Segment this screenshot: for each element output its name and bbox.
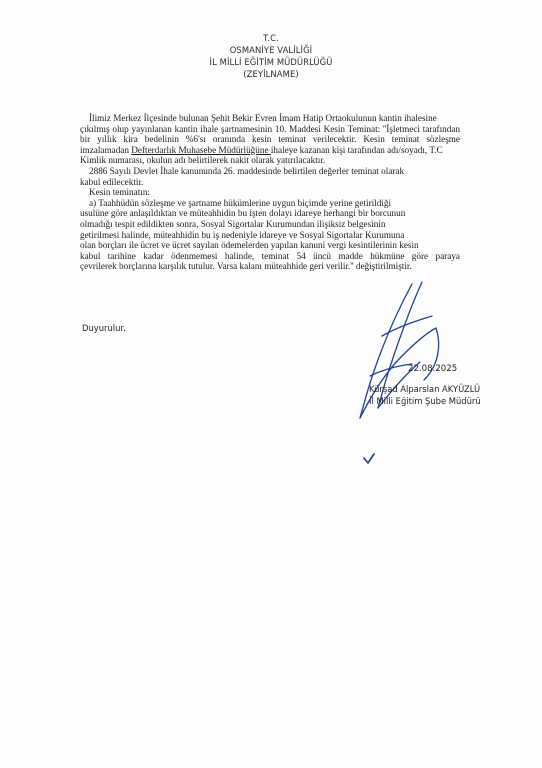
line-4-prefix: imzalamadan [80, 144, 132, 155]
paragraph-1-line-5: Kimlik numarası, okulun adı belirtilerek nakit olarak yatırılacaktır. [80, 155, 326, 166]
paragraph-3-line-4: getirilmesi halinde, müteahhidin bu iş nedeniyle idareye ve Sosyal Sigortalar Kurumuna [80, 229, 405, 240]
document-body [80, 113, 460, 272]
header-addendum: (ZEYİLNAME) [243, 69, 299, 79]
header-tc: T.C. [263, 33, 279, 43]
paragraph-1-line-1: İlimiz Merkez İlçesinde bulunan Şehit Bekir Evren İmam Hatip Ortaokulunun kantin ihalesine [89, 113, 437, 123]
paragraph-3-line-7: çevrilerek borçlarına karşılık tutulur. Varsa kalanı müteahhide geri verilir.'' değiştirilmiştir. [80, 261, 412, 272]
signatory-title: İl Milli Eğitim Şube Müdürü [369, 396, 481, 406]
paragraph-1-line-2: çıkılmış olup yayınlanan kantin ihale şartnamesinin 10. Maddesi Kesin Teminat: ''İşletmeci tarafından [80, 123, 460, 134]
paragraph-1-line-3: bir yıllık kira bedelinin %6'sı oranında kesin teminat verilecektir. Kesin teminat sözleşme [80, 134, 460, 145]
paragraph-3-line-3: olmadığı tespit edildikten sonra, Sosyal Sigortalar Kurumundan ilişiksiz belgesinin [80, 218, 386, 229]
line-4-suffix: ihaleye kazanan kişi tarafından adı/soyadı, T.C [270, 144, 443, 155]
check-mark-icon [362, 452, 376, 466]
paragraph-3-line-2: usulüne göre anlaşıldıktan ve müteahhidin bu işten dolayı idareye herhangi bir borcunun [80, 208, 406, 219]
paragraph-3-title: Kesin teminatın: [89, 187, 150, 198]
paragraph-1-line-4 [80, 145, 460, 156]
signature-date: 22.08.2025 [408, 364, 458, 374]
header-directorate: İL MİLLİ EĞİTİM MÜDÜRLÜĞÜ [209, 57, 333, 67]
paragraph-2-line-1: 2886 Sayılı Devlet İhale kanununda 26. maddesinde belirtilen değerler teminat olarak [89, 165, 405, 176]
signatory-name: Kürşad Alparslan AKYÜZLÜ [369, 384, 481, 394]
paragraph-3-line-6: kabul tarihine kadar ödenmemesi halinde, teminat 54 üncü madde hükmüne göre paraya [80, 250, 460, 261]
paragraph-3-line-5: olan borçları ile ücret ve ücret sayılan ödemelerden yapılan kanuni vergi kesintilerinin kesin [80, 240, 419, 251]
header-governorship: OSMANİYE VALİLİĞİ [229, 45, 313, 55]
underlined-office-name: Defterdarlık Muhasebe Müdürlüğüne [131, 144, 271, 155]
paragraph-3-line-1: a) Taahhüdün sözleşme ve şartname hükümlerine uygun biçimde yerine getirildiği [89, 197, 392, 208]
closing-text: Duyurulur. [82, 323, 126, 333]
paragraph-2-line-2: kabul edilecektir. [80, 176, 144, 187]
